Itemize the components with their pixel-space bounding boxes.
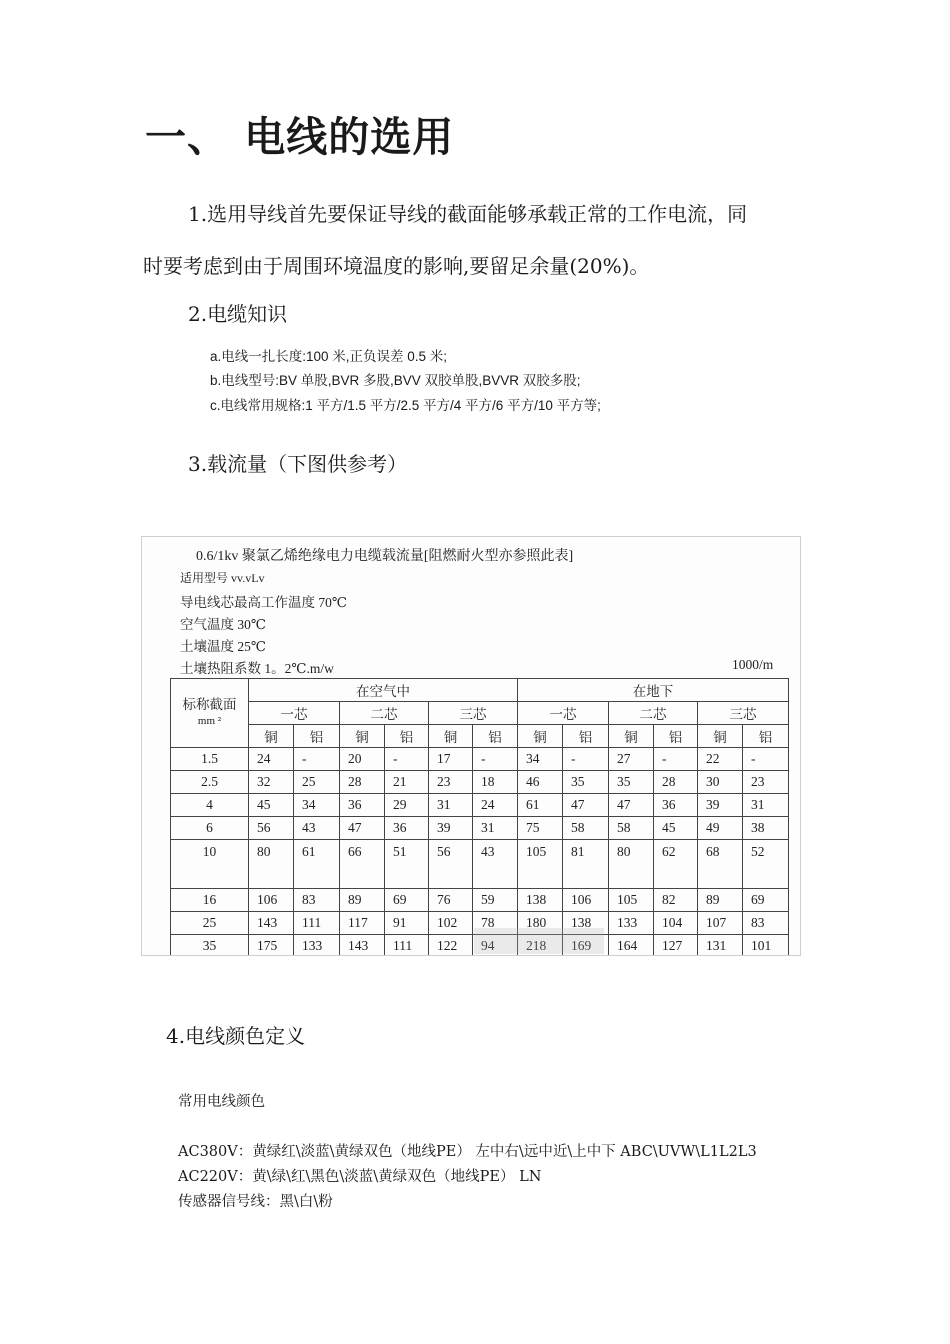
core-header: 二芯	[340, 702, 429, 725]
table-cell: 45	[654, 817, 698, 840]
group-header-air: 在空气中	[249, 679, 518, 702]
section-heading-cable: 2.电缆知识	[188, 302, 288, 326]
current-capacity-table	[170, 678, 789, 956]
table-cell: 107	[698, 912, 743, 935]
table-cell: 138	[563, 912, 609, 935]
table-cell: 21	[385, 771, 429, 794]
material-header: 铝	[654, 725, 698, 748]
table-cell-section: 1.5	[171, 748, 249, 771]
table-cell: 39	[698, 794, 743, 817]
table-cell: 51	[385, 840, 429, 889]
table-cell-section: 4	[171, 794, 249, 817]
paragraph-line-2: 时要考虑到由于周围环境温度的影响,要留足余量(20%)。	[143, 254, 650, 278]
material-header: 铝	[294, 725, 340, 748]
table-cell: 27	[609, 748, 654, 771]
table-cell: 83	[743, 912, 789, 935]
color-line-sensor: 传感器信号线：黑\白\粉	[178, 1194, 333, 1210]
figure-line-soil-temp: 土壤温度 25℃	[180, 639, 266, 654]
table-cell: 25	[294, 771, 340, 794]
table-corner-header	[171, 679, 249, 748]
table-cell: 143	[249, 912, 294, 935]
material-header: 铜	[249, 725, 294, 748]
table-row	[171, 748, 789, 771]
table-cell: 68	[698, 840, 743, 889]
table-cell: 46	[518, 771, 563, 794]
table-cell: 23	[743, 771, 789, 794]
table-cell: 111	[294, 912, 340, 935]
table-cell: 43	[473, 840, 518, 889]
figure-title: 0.6/1kv 聚氯乙烯绝缘电力电缆载流量[阻燃耐火型亦参照此表]	[196, 549, 574, 564]
table-cell: -	[563, 748, 609, 771]
table-body	[171, 748, 789, 957]
table-cell: 218	[518, 935, 563, 957]
table-cell: 39	[429, 817, 473, 840]
table-cell: 29	[385, 794, 429, 817]
figure-line-temp-max: 导电线芯最高工作温度 70℃	[180, 595, 347, 610]
table-row	[171, 771, 789, 794]
table-cell: 43	[294, 817, 340, 840]
figure-length-note: 1000/m	[732, 657, 774, 672]
table-cell: 61	[518, 794, 563, 817]
table-cell: 22	[698, 748, 743, 771]
table-cell: 49	[698, 817, 743, 840]
table-cell: 31	[473, 817, 518, 840]
table-cell: 133	[294, 935, 340, 957]
table-cell: 117	[340, 912, 385, 935]
figure-line-air-temp: 空气温度 30℃	[180, 617, 266, 632]
material-header: 铜	[518, 725, 563, 748]
section-heading-colors: 4.电线颜色定义	[166, 1024, 306, 1048]
table-cell: 61	[294, 840, 340, 889]
table-cell: 138	[518, 889, 563, 912]
table-row	[171, 794, 789, 817]
table-cell: 106	[249, 889, 294, 912]
table-cell: -	[294, 748, 340, 771]
table-cell: 36	[340, 794, 385, 817]
table-cell: 122	[429, 935, 473, 957]
table-cell: 104	[654, 912, 698, 935]
table-cell: 18	[473, 771, 518, 794]
table-cell: 32	[249, 771, 294, 794]
table-cell: 28	[654, 771, 698, 794]
material-header: 铜	[698, 725, 743, 748]
table-cell: 105	[609, 889, 654, 912]
table-cell: 80	[249, 840, 294, 889]
table-cell: 78	[473, 912, 518, 935]
material-header: 铜	[609, 725, 654, 748]
table-cell-section: 16	[171, 889, 249, 912]
table-header-group-row	[171, 679, 789, 702]
table-cell: 127	[654, 935, 698, 957]
scan-shadow	[474, 928, 604, 954]
table-cell: 89	[698, 889, 743, 912]
table-cell: 36	[654, 794, 698, 817]
table-cell: 47	[340, 817, 385, 840]
material-header: 铜	[340, 725, 385, 748]
table-cell-section: 25	[171, 912, 249, 935]
table-cell: 82	[654, 889, 698, 912]
color-intro: 常用电线颜色	[178, 1094, 265, 1110]
table-cell: 69	[385, 889, 429, 912]
table-cell: 175	[249, 935, 294, 957]
table-cell: 66	[340, 840, 385, 889]
table-cell: 62	[654, 840, 698, 889]
table-cell: 28	[340, 771, 385, 794]
figure-model: 适用型号 vv.vLv	[180, 571, 265, 585]
page-title: 一、 电线的选用	[145, 113, 455, 161]
current-capacity-figure	[141, 536, 801, 956]
table-cell: 34	[294, 794, 340, 817]
cable-item-a: a.电线一扎长度:100 米,正负误差 0.5 米;	[210, 349, 448, 364]
material-header: 铝	[385, 725, 429, 748]
table-cell: 45	[249, 794, 294, 817]
table-cell-section: 35	[171, 935, 249, 957]
table-cell: 34	[518, 748, 563, 771]
table-cell: 94	[473, 935, 518, 957]
paragraph-line-1: 1.选用导线首先要保证导线的截面能够承载正常的工作电流，同	[188, 202, 748, 226]
table-cell: 52	[743, 840, 789, 889]
table-cell: -	[385, 748, 429, 771]
table-cell: 36	[385, 817, 429, 840]
table-cell: 47	[563, 794, 609, 817]
table-cell: 133	[609, 912, 654, 935]
table-cell: 35	[609, 771, 654, 794]
table-cell: 56	[249, 817, 294, 840]
table-cell: 101	[743, 935, 789, 957]
table-cell: 58	[609, 817, 654, 840]
material-header: 铝	[473, 725, 518, 748]
table-cell: 35	[563, 771, 609, 794]
table-cell: 23	[429, 771, 473, 794]
table-cell: 131	[698, 935, 743, 957]
core-header: 三芯	[429, 702, 518, 725]
table-cell: 105	[518, 840, 563, 889]
table-cell-section: 2.5	[171, 771, 249, 794]
table-cell: 169	[563, 935, 609, 957]
table-cell: 38	[743, 817, 789, 840]
table-cell: 59	[473, 889, 518, 912]
table-header-core-row	[171, 702, 789, 725]
table-cell: 30	[698, 771, 743, 794]
table-cell: 47	[609, 794, 654, 817]
table-cell: 180	[518, 912, 563, 935]
table-cell: 76	[429, 889, 473, 912]
core-header: 三芯	[698, 702, 789, 725]
section-heading-current: 3.载流量（下图供参考）	[188, 452, 408, 476]
table-cell: 24	[473, 794, 518, 817]
table-cell: 31	[429, 794, 473, 817]
table-cell: 89	[340, 889, 385, 912]
table-cell: 17	[429, 748, 473, 771]
table-cell: -	[743, 748, 789, 771]
table-row	[171, 840, 789, 889]
group-header-ground: 在地下	[518, 679, 789, 702]
table-cell: 164	[609, 935, 654, 957]
table-cell: 75	[518, 817, 563, 840]
material-header: 铜	[429, 725, 473, 748]
table-row	[171, 817, 789, 840]
corner-unit: mm ²	[197, 715, 222, 727]
table-cell-section: 10	[171, 840, 249, 889]
color-line-ac220: AC220V：黄\绿\红\黑色\淡蓝\黄绿双色（地线PE） LN	[178, 1169, 542, 1185]
table-cell: 106	[563, 889, 609, 912]
material-header: 铝	[563, 725, 609, 748]
table-cell: 69	[743, 889, 789, 912]
figure-line-thermal-res: 土壤热阻系数 1。2℃.m/w	[180, 661, 334, 676]
table-cell: 56	[429, 840, 473, 889]
table-cell: -	[473, 748, 518, 771]
core-header: 二芯	[609, 702, 698, 725]
table-cell: 81	[563, 840, 609, 889]
table-cell: -	[654, 748, 698, 771]
table-cell: 80	[609, 840, 654, 889]
table-cell: 31	[743, 794, 789, 817]
table-cell-section: 6	[171, 817, 249, 840]
table-row	[171, 889, 789, 912]
material-header: 铝	[743, 725, 789, 748]
table-cell: 143	[340, 935, 385, 957]
cable-item-c: c.电线常用规格:1 平方/1.5 平方/2.5 平方/4 平方/6 平方/10 平方等;	[210, 398, 601, 413]
table-cell: 58	[563, 817, 609, 840]
table-cell: 24	[249, 748, 294, 771]
cable-item-b: b.电线型号:BV 单股,BVR 多股,BVV 双胶单股,BVVR 双胶多股;	[210, 373, 581, 388]
core-header: 一芯	[518, 702, 609, 725]
color-line-ac380: AC380V：黄绿红\淡蓝\黄绿双色（地线PE） 左中右\远中近\上中下 ABC\UVW\L1L2L3	[178, 1144, 757, 1160]
table-cell: 91	[385, 912, 429, 935]
table-cell: 20	[340, 748, 385, 771]
table-cell: 102	[429, 912, 473, 935]
core-header: 一芯	[249, 702, 340, 725]
table-cell: 111	[385, 935, 429, 957]
table-cell: 83	[294, 889, 340, 912]
table-header-material-row	[171, 725, 789, 748]
corner-label: 标称截面	[182, 697, 237, 712]
